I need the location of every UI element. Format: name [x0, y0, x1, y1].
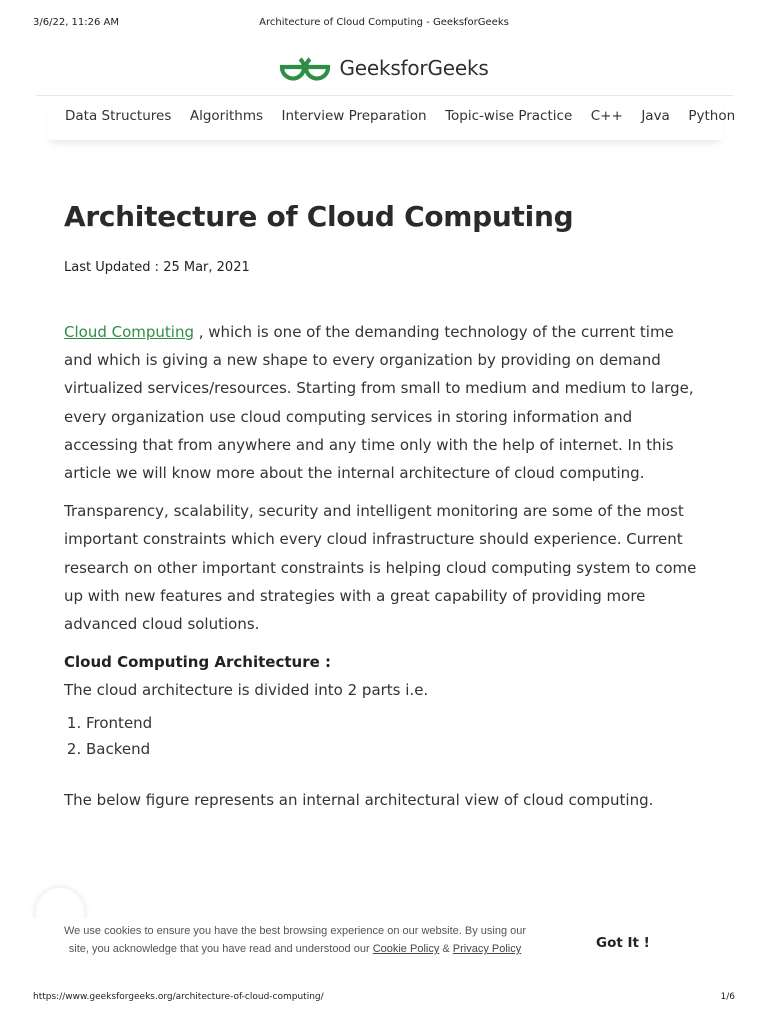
cookie-banner — [0, 918, 768, 988]
privacy-policy-link[interactable]: Privacy Policy — [452, 943, 522, 955]
paragraph-intro-text: , which is one of the demanding technology of the current time and which is giving a new shape to every organization by providing on demand virtualized services/resources. Starting from small to medium and medium to large, every organization use cloud computing services in storing information and accessing that from anywhere and any time only with the help of internet. In this article we will know more about the internal architecture of cloud computing. — [64, 323, 694, 483]
last-updated: Last Updated : 25 Mar, 2021 — [64, 260, 250, 275]
print-url: https://www.geeksforgeeks.org/architecture-of-cloud-computing/ — [33, 992, 324, 1002]
cookie-amp: & — [439, 943, 453, 955]
gfg-logo-icon — [279, 54, 331, 82]
print-doc-title: Architecture of Cloud Computing - GeeksforGeeks — [259, 17, 509, 28]
nav-item[interactable]: Java — [641, 108, 670, 124]
nav-item[interactable]: Topic-wise Practice — [445, 108, 573, 124]
section-intro: The cloud architecture is divided into 2 parts i.e. — [64, 681, 429, 700]
cookie-text: We use cookies to ensure you have the best browsing experience on our website. By using our site, you acknowledge that you have read and understood our — [63, 925, 527, 955]
parts-list-item: 2. Backend — [86, 736, 704, 762]
parts-list — [64, 710, 704, 762]
print-page-number: 1/6 — [720, 992, 735, 1002]
print-datetime: 3/6/22, 11:26 AM — [33, 17, 120, 28]
paragraph-constraints: Transparency, scalability, security and intelligent monitoring are some of the most important constraints which every cloud infrastructure should experience. Current research on other important constraints is helping cloud computing system to come up with new features and strategies with a great capability of providing more advanced cloud solutions. — [64, 502, 697, 634]
article-content — [64, 318, 704, 815]
figure-note: The below figure represents an internal architectural view of cloud computing. — [64, 791, 654, 810]
nav-item[interactable]: Algorithms — [189, 108, 264, 124]
paragraph-intro — [64, 318, 704, 487]
print-header — [0, 17, 768, 33]
nav-list — [65, 108, 754, 124]
page-title: Architecture of Cloud Computing — [64, 200, 574, 233]
site-logo[interactable] — [0, 50, 768, 86]
section-heading: Cloud Computing Architecture : — [64, 653, 331, 672]
cookie-policy-link[interactable]: Cookie Policy — [372, 943, 440, 955]
got-it-button[interactable]: Got It ! — [596, 935, 650, 951]
logo-text: GeeksforGeeks — [339, 56, 489, 80]
print-footer — [0, 992, 768, 1006]
parts-list-item: 1. Frontend — [86, 710, 704, 736]
nav-item[interactable]: Data Structures — [65, 108, 172, 124]
cloud-computing-link[interactable]: Cloud Computing — [64, 323, 194, 341]
main-nav — [47, 96, 736, 140]
nav-item[interactable]: Interview Preparation — [281, 108, 427, 124]
nav-item[interactable]: Python — [688, 108, 736, 124]
nav-item[interactable]: C++ — [590, 108, 623, 124]
cookie-message — [60, 922, 530, 958]
